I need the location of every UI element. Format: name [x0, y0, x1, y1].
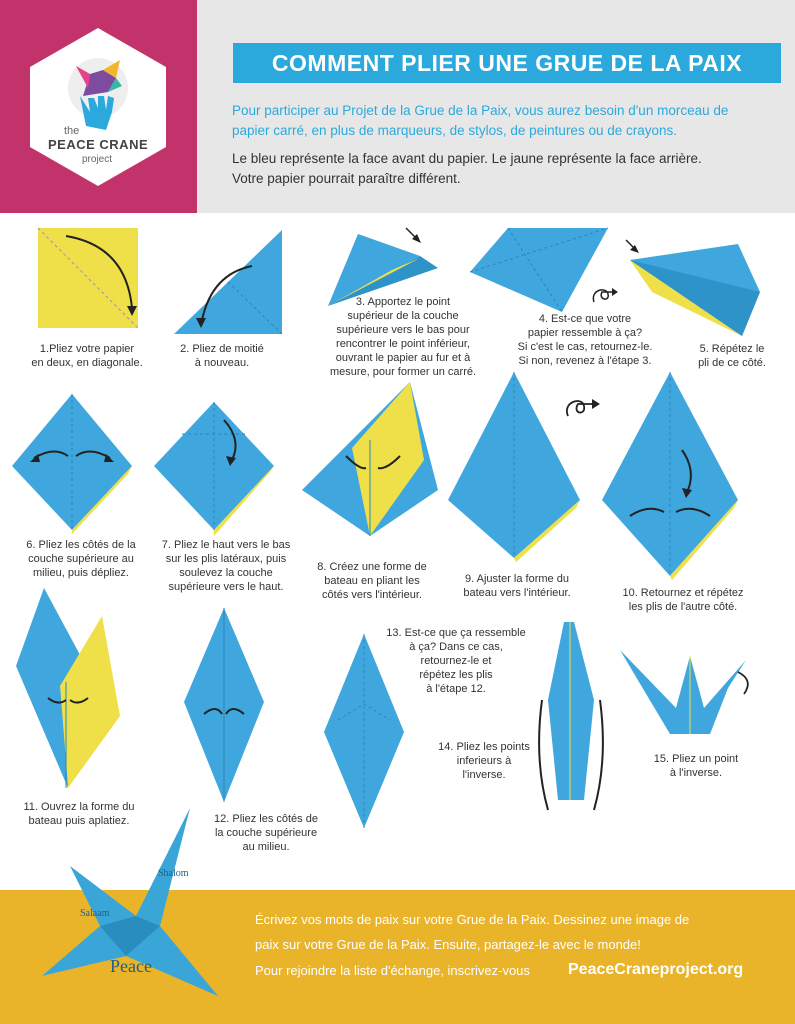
step-7-figure	[152, 400, 276, 536]
step-8-figure	[300, 380, 440, 540]
caption-line: supérieur de la couche	[347, 310, 459, 322]
caption-line: 6. Pliez les côtés de la	[26, 539, 136, 551]
caption-line: 12. Pliez les côtés de	[214, 813, 318, 825]
caption-line: bateau en pliant les	[324, 575, 420, 587]
flip-icon	[588, 284, 624, 306]
footer-line: paix sur votre Grue de la Paix. Ensuite, partagez-le avec le monde!	[255, 937, 641, 952]
caption-line: 1.Pliez votre papier	[39, 343, 135, 355]
caption-line: côtés vers l'intérieur.	[322, 589, 422, 601]
caption-line: sur les plis latéraux, puis	[165, 553, 287, 565]
caption-line: 10. Retournez et répétez	[622, 587, 744, 599]
step-6-figure	[10, 392, 134, 534]
caption-line: en deux, en diagonale.	[31, 357, 143, 369]
step-8-caption	[302, 560, 442, 602]
step-15-figure	[618, 648, 758, 740]
step-7-caption	[146, 538, 306, 594]
caption-line: répétez les plis	[419, 669, 493, 681]
intro-line: papier carré, en plus de marqueurs, de stylos, de peintures ou de crayons.	[232, 123, 677, 138]
step-13-caption	[374, 626, 538, 696]
step-15-caption	[636, 752, 756, 780]
step-3-caption	[310, 295, 496, 379]
step-1-caption	[10, 342, 164, 370]
intro-materials	[232, 101, 784, 141]
caption-line: pli de ce côté.	[698, 357, 766, 369]
caption-line: la couche supérieure	[214, 827, 318, 839]
caption-line: soulevez la couche	[179, 567, 273, 579]
intro-line: Votre papier pourrait paraître différent.	[232, 171, 461, 186]
step-12-figure	[182, 606, 266, 806]
caption-line: 15. Pliez un point	[653, 753, 739, 765]
step-14-figure	[534, 620, 608, 816]
caption-line: 3. Apportez le point	[355, 296, 451, 308]
intro-line: Pour participer au Projet de la Grue de la Paix, vous aurez besoin d'un morceau de	[232, 103, 729, 118]
logo-project: project	[82, 154, 113, 165]
caption-line: inferieurs à	[456, 755, 512, 767]
step-2-figure	[172, 228, 284, 336]
caption-line: 9. Ajuster la forme du	[465, 573, 569, 585]
step-10-caption	[598, 586, 768, 614]
caption-line: bateau vers l'intérieur.	[463, 587, 571, 599]
caption-line: papier ressemble à ça?	[527, 327, 643, 339]
caption-line: mesure, pour former un carré.	[329, 366, 477, 378]
crane-word: Peace	[110, 956, 152, 976]
caption-line: 5. Répétez le	[699, 343, 765, 355]
logo-panel	[0, 0, 197, 213]
caption-line: Si c'est le cas, retournez-le.	[517, 341, 653, 353]
title-bar	[233, 43, 781, 83]
caption-line: 8. Créez une forme de	[317, 561, 427, 573]
caption-line: bateau puis aplatiez.	[28, 815, 130, 827]
crane-word: Salaam	[80, 908, 110, 919]
caption-line: retournez-le et	[420, 655, 492, 667]
logo-the: the	[64, 125, 80, 137]
caption-line: supérieure vers le haut.	[168, 581, 284, 593]
caption-line: Si non, revenez à l'étape 3.	[518, 355, 652, 367]
website-link[interactable]: PeaceCraneproject.org	[568, 961, 744, 978]
step-1-figure	[36, 226, 140, 330]
footer-line: Pour rejoindre la liste d'échange, inscrivez-vous	[255, 963, 530, 978]
caption-line: à l'inverse.	[669, 767, 723, 779]
step-14-caption	[428, 740, 540, 782]
caption-line: 14. Pliez les points	[438, 741, 530, 753]
caption-line: 7. Pliez le haut vers le bas	[161, 539, 291, 551]
caption-line: milieu, puis dépliez.	[33, 567, 129, 579]
caption-line: 13. Est-ce que ça ressemble	[386, 627, 526, 639]
caption-line: à nouveau.	[194, 357, 250, 369]
caption-line: ouvrant le papier au fur et à	[335, 352, 471, 364]
step-4-caption	[496, 312, 674, 368]
crane-word: Shalom	[158, 868, 189, 879]
caption-line: supérieure vers le bas pour	[336, 324, 470, 336]
step-5-caption	[680, 342, 784, 370]
caption-line: au milieu.	[242, 841, 290, 853]
newspaper-crane-image	[40, 806, 240, 1016]
caption-line: à l'étape 12.	[426, 683, 486, 695]
intro-line: Le bleu représente la face avant du papier. Le jaune représente la face arrière.	[232, 151, 702, 166]
logo-name: PEACE CRANE	[48, 137, 149, 152]
step-2-caption	[160, 342, 284, 370]
caption-line: 2. Pliez de moitié	[180, 343, 264, 355]
step-6-caption	[6, 538, 156, 580]
caption-line: à ça? Dans ce cas,	[409, 641, 503, 653]
caption-line: rencontrer le point inférieur,	[336, 338, 470, 350]
intro-colors	[232, 149, 784, 189]
caption-line: les plis de l'autre côté.	[628, 601, 738, 613]
footer-line: Écrivez vos mots de paix sur votre Grue de la Paix. Dessinez une image de	[255, 912, 690, 927]
caption-line: couche supérieure au	[28, 553, 134, 565]
page-title: COMMENT PLIER UNE GRUE DE LA PAIX	[271, 50, 743, 76]
step-11-figure	[14, 586, 122, 792]
step-10-figure	[600, 370, 740, 580]
caption-line: 4. Est-ce que votre	[538, 313, 632, 325]
caption-line: 11. Ouvrez la forme du	[23, 801, 135, 813]
step-9-caption	[444, 572, 590, 600]
caption-line: l'inverse.	[462, 769, 506, 781]
